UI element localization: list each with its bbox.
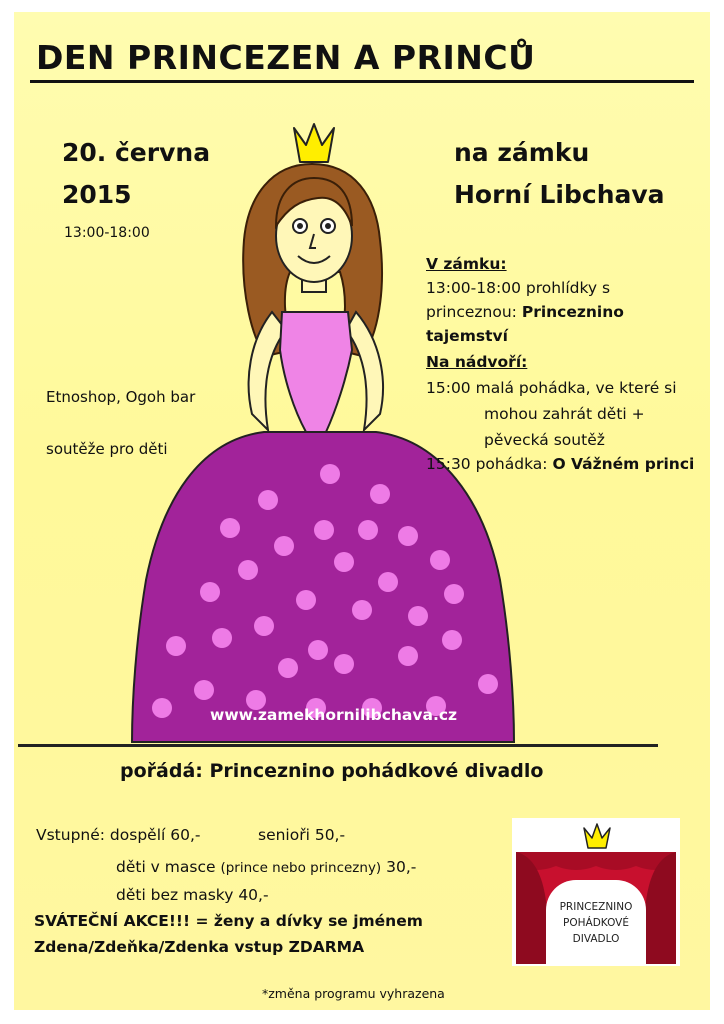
castle-line1: 13:00-18:00 prohlídky s	[426, 279, 611, 297]
event-time: 13:00-18:00	[64, 225, 150, 241]
venue-line1: na zámku	[454, 138, 590, 167]
bodice	[280, 312, 352, 432]
special-offer-line2: Zdena/Zdeňka/Zdenka vstup ZDARMA	[34, 938, 365, 956]
courtyard-line4: 15:30 pohádka: O Vážném princi	[426, 455, 695, 473]
admission-kids-mask: děti v masce (prince nebo princezny) 30,-	[116, 858, 417, 876]
admission-seniors: senioři 50,-	[258, 826, 346, 844]
castle-line3: tajemství	[426, 327, 508, 345]
shops-note: Etnoshop, Ogoh bar	[46, 388, 196, 406]
event-date: 20. června	[62, 138, 211, 167]
logo-line1: PRINCEZNINO	[559, 901, 633, 913]
courtyard-line2: mohou zahrát děti +	[484, 405, 645, 423]
admission-adults: Vstupné: dospělí 60,-	[36, 826, 201, 844]
page-title: DEN PRINCEZEN A PRINCŮ	[36, 38, 536, 77]
right-arm	[346, 312, 383, 430]
admission-kids-no-mask: děti bez masky 40,-	[116, 886, 269, 904]
courtyard-heading: Na nádvoří:	[426, 353, 528, 371]
organizer: pořádá: Princeznino pohádkové divadlo	[120, 760, 544, 782]
theatre-logo	[512, 818, 680, 966]
castle-heading: V zámku:	[426, 255, 507, 273]
logo-line2: POHÁDKOVÉ	[563, 917, 629, 929]
courtyard-line3: pěvecká soutěž	[484, 431, 605, 449]
contests-note: soutěže pro děti	[46, 440, 168, 458]
castle-line2: princeznou: Princeznino	[426, 303, 624, 321]
crown-icon	[294, 124, 334, 162]
disclaimer: *změna programu vyhrazena	[262, 986, 445, 1001]
special-offer-line1: SVÁTEČNÍ AKCE!!! = ženy a dívky se jménem	[34, 912, 423, 930]
ground-line	[18, 744, 658, 747]
logo-line3: DIVADLO	[572, 933, 620, 945]
courtyard-line1: 15:00 malá pohádka, ve které si	[426, 379, 677, 397]
venue-line2: Horní Libchava	[454, 180, 665, 209]
event-year: 2015	[62, 180, 132, 209]
website-link[interactable]: www.zamekhornilibchava.cz	[210, 706, 458, 724]
